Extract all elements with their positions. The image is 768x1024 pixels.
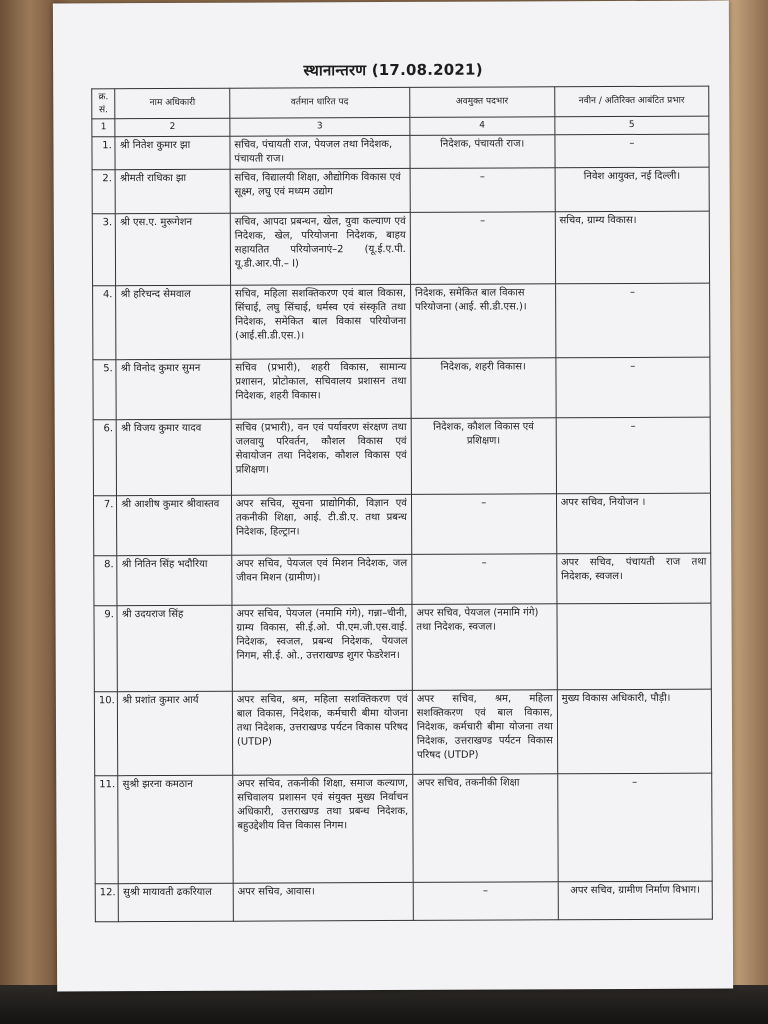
officer-name: श्री नितिन सिंह भदौरिया: [117, 555, 232, 605]
current-post: सचिव, महिला सशक्तिकरण एवं बाल विकास, सिंचाई, लघु सिंचाई, धर्मस्व एवं संस्कृति तथा निदेशक, समेकित बाल विकास परियोजना (आई.सी.डी.एस.)।: [230, 284, 410, 359]
current-post: सचिव, विद्यालयी शिक्षा, औद्योगिक विकास एवं सूक्ष्म, लघु एवं मध्यम उद्योग: [230, 168, 410, 213]
table-header-row: [92, 86, 709, 119]
officer-name: सुश्री झरना कमठान: [118, 775, 233, 883]
officer-name: श्री उदयराज सिंह: [117, 605, 232, 691]
relieved-charge: निदेशक, समेकित बाल विकास परियोजना (आई. सी.डी.एस.)।: [410, 284, 555, 359]
table-row: [93, 417, 710, 496]
relieved-charge: –: [410, 168, 555, 213]
column-index: 5: [555, 116, 709, 134]
serial-number: 5.: [93, 359, 117, 419]
header-relieved-charge: अवमुक्त पदभार: [410, 87, 555, 118]
current-post: अपर सचिव, तकनीकी शिक्षा, समाज कल्याण, सचिवालय प्रशासन एवं संयुक्त मुख्य निर्वाचन अधिकारी, उत्तराखण्ड तथा प्रबन्ध निदेशक, बहुउद्देशीय वित्त विकास निगम।: [233, 774, 413, 883]
new-charge: –: [557, 773, 712, 882]
table-row: [92, 211, 709, 286]
officer-name: श्री एस.ए. मुरूगेशन: [116, 213, 231, 285]
new-charge: –: [556, 357, 711, 418]
document-title: स्थानान्तरण (17.08.2021): [303, 60, 483, 80]
serial-number: 3.: [92, 213, 116, 285]
officer-name: श्री प्रशांत कुमार आर्य: [118, 691, 233, 775]
serial-number: 7.: [93, 495, 117, 555]
column-index: 4: [410, 117, 555, 135]
relieved-charge: अपर सचिव, श्रम, महिला सशक्तिकरण एवं बाल विकास, निदेशक, कर्मचारी बीमा योजना तथा निदेशक, उत्तराखण्ड पर्यटन विकास परिषद (UTDP): [412, 690, 557, 775]
current-post: सचिव (प्रभारी), शहरी विकास, सामान्य प्रशासन, प्रोटोकाल, सचिवालय प्रशासन तथा निदेशक, शहरी विकास।: [231, 358, 411, 419]
table-row: [93, 283, 710, 360]
current-post: सचिव, पंचायती राज, पेयजल तथा निदेशक, पंचायती राज।: [230, 135, 410, 169]
header-officer-name: नाम अधिकारी: [115, 88, 230, 119]
current-post: अपर सचिव, श्रम, महिला सशक्तिकरण एवं बाल विकास, निदेशक, कर्मचारी बीमा योजना तथा निदेशक, उत्तराखण्ड पर्यटन विकास परिषद (UTDP): [232, 690, 412, 775]
table-row: [93, 493, 710, 556]
new-charge: [557, 603, 712, 690]
table-row: [94, 689, 711, 776]
serial-number: 2.: [92, 169, 116, 213]
table-row: [93, 357, 710, 420]
table-row: [92, 134, 709, 170]
officer-name: श्री विनोद कुमार सुमन: [116, 359, 231, 419]
serial-number: 9.: [94, 605, 118, 691]
relieved-charge: –: [413, 882, 558, 921]
new-charge: अपर सचिव, नियोजन ।: [556, 493, 711, 554]
relieved-charge: –: [412, 554, 557, 605]
serial-number: 8.: [94, 555, 118, 605]
relieved-charge: –: [411, 494, 556, 555]
new-charge: निवेश आयुक्त, नई दिल्ली।: [555, 167, 709, 212]
column-index: 2: [115, 118, 230, 136]
column-index: 3: [230, 118, 410, 136]
current-post: अपर सचिव, सूचना प्राद्योगिकी, विज्ञान एवं तकनीकी शिक्षा, आई. टी.डी.ए. तथा प्रबन्ध निदेशक, हिल्ट्रान।: [231, 494, 411, 555]
serial-number: 11.: [95, 775, 119, 883]
serial-number: 10.: [94, 691, 118, 775]
relieved-charge: निदेशक, पंचायती राज।: [410, 135, 555, 169]
officer-name: श्रीमती राधिका झा: [115, 169, 230, 213]
new-charge: अपर सचिव, पंचायती राज तथा निदेशक, स्वजल।: [556, 553, 710, 604]
table-row: [94, 553, 711, 606]
current-post: अपर सचिव, पेयजल (नमामि गंगे), गन्ना–चीनी, ग्राम्य विकास, सी.ई.ओ. पी.एम.जी.एस.वाई. निदेशक, स्वजल, प्रबन्ध निदेशक, पेयजल निगम, सी.ई. ओ., उत्तराखण्ड शुगर फेडरेशन।: [232, 604, 412, 691]
new-charge: –: [556, 417, 711, 494]
table-row: [95, 773, 712, 884]
officer-name: श्री विजय कुमार यादव: [117, 419, 232, 495]
new-charge: अपर सचिव, ग्रामीण निर्माण विभाग।: [558, 881, 712, 920]
relieved-charge: –: [410, 212, 555, 285]
serial-number: 1.: [92, 136, 116, 169]
current-post: अपर सचिव, पेयजल एवं मिशन निदेशक, जल जीवन मिशन (ग्रामीण)।: [232, 554, 412, 605]
serial-number: 4.: [93, 285, 117, 359]
new-charge: –: [555, 134, 709, 168]
table-row: [92, 167, 709, 214]
header-current-post: वर्तमान धारित पद: [230, 87, 410, 118]
header-serial: क्र. सं.: [92, 89, 115, 119]
current-post: सचिव (प्रभारी), वन एवं पर्यावरण संरक्षण तथा जलवायु परिवर्तन, कौशल विकास एवं सेवायोजन तथा निदेशक, कौशल विकास एवं प्रशिक्षण।: [231, 418, 411, 495]
new-charge: सचिव, ग्राम्य विकास।: [555, 211, 710, 284]
new-charge: मुख्य विकास अधिकारी, पौड़ी।: [557, 689, 712, 774]
officer-name: श्री आशीष कुमार श्रीवास्तव: [117, 495, 232, 555]
officer-name: श्री हरिचन्द सेमवाल: [116, 285, 231, 359]
relieved-charge: अपर सचिव, तकनीकी शिक्षा: [413, 774, 558, 883]
relieved-charge: निदेशक, कौशल विकास एवं प्रशिक्षण।: [411, 418, 556, 495]
officer-name: श्री नितेश कुमार झा: [115, 136, 230, 169]
new-charge: –: [555, 283, 710, 358]
document-sheet: [53, 1, 733, 992]
table-row: [95, 881, 712, 922]
relieved-charge: निदेशक, शहरी विकास।: [411, 358, 556, 419]
column-index: 1: [92, 119, 115, 137]
serial-number: 6.: [93, 419, 117, 495]
relieved-charge: अपर सचिव, पेयजल (नमामि गंगे) तथा निदेशक, स्वजल।: [412, 604, 557, 691]
current-post: अपर सचिव, आवास।: [233, 882, 413, 921]
table-row: [94, 603, 711, 692]
serial-number: 12.: [95, 883, 119, 921]
header-new-charge: नवीन / अतिरिक्त आबंटित प्रभार: [554, 86, 708, 117]
current-post: सचिव, आपदा प्रबन्धन, खेल, युवा कल्याण एवं निदेशक, खेल, परियोजना निदेशक, बाहय सहायतित परियोजनाएं–2 (यू.ई.ए.पी. यू.डी.आर.पी.– I): [230, 212, 410, 285]
transfer-table: [91, 86, 713, 922]
officer-name: सुश्री मायावती ढकरियाल: [119, 883, 234, 921]
